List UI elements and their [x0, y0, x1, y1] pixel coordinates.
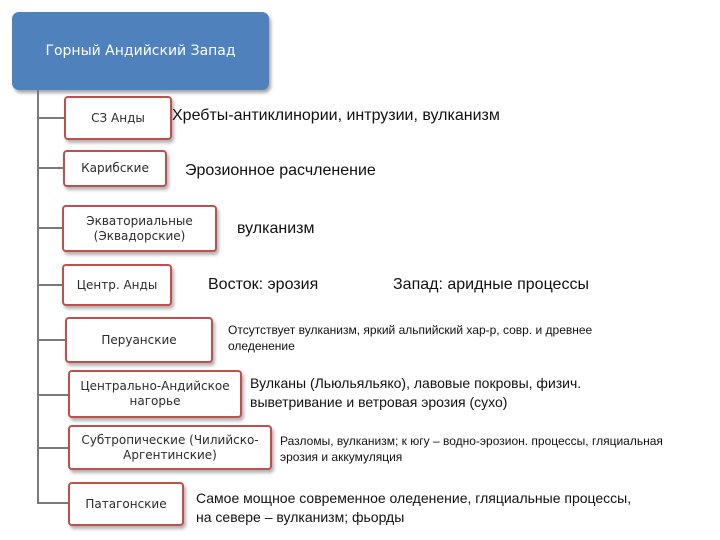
branch-line-4 [37, 284, 62, 286]
branch-line-2 [37, 167, 63, 169]
region-description: Вулканы (Льюльяльяко), лавовые покровы, физич. выветривание и ветровая эрозия (сухо) [250, 375, 582, 410]
region-label: Перуанские [101, 332, 177, 347]
region-label: Патагонские [85, 496, 167, 511]
root-node [12, 12, 269, 90]
region-description: вулканизм [237, 220, 315, 237]
region-label: Центр. Анды [76, 277, 158, 292]
region-description: Эрозионное расчленение [185, 162, 376, 179]
branch-line-5 [37, 339, 65, 341]
region-description: Отсутствует вулканизм, яркий альпийский хар-р, совр. и древнее оледенение [228, 323, 593, 354]
region-label: СЗ Анды [91, 110, 145, 125]
branch-line-1 [37, 117, 64, 119]
region-description: Хребты-антиклинории, интрузии, вулканизм [172, 107, 500, 124]
region-label: Карибские [81, 161, 149, 175]
region-description: Разломы, вулканизм; к югу – водно-эрозион. процессы, гляциальная эрозия и аккумуляция [280, 434, 663, 465]
branch-line-6 [37, 394, 68, 396]
region-node-patagonskie [68, 482, 184, 526]
tree-trunk-line [37, 90, 39, 502]
region-label: Экваториальные (Эквадорские) [86, 213, 193, 243]
branch-line-7 [37, 447, 68, 449]
region-label: Центрально-Андийское нагорье [80, 379, 230, 408]
region-description-secondary: Запад: аридные процессы [393, 276, 589, 293]
branch-line-3 [37, 227, 62, 229]
region-label: Субтропические (Чилийско-Аргентинские) [81, 432, 259, 462]
region-description: Восток: эрозия [208, 276, 319, 293]
region-node-karibskie [63, 150, 167, 187]
region-node-sz-andy [64, 96, 172, 140]
region-node-peruanskie [65, 317, 213, 363]
region-node-tsentralno-andiyskoe-nagorye [68, 370, 242, 418]
root-label: Горный Андийский Запад [45, 43, 236, 59]
region-node-subtropicheskie [68, 425, 272, 470]
region-node-ekvatorialnye [62, 205, 217, 252]
branch-line-8 [37, 502, 68, 504]
region-node-tsentr-andy [62, 264, 172, 306]
region-description: Самое мощное современное оледенение, гляциальные процессы, на севере – вулканизм; фьорды [196, 490, 632, 525]
